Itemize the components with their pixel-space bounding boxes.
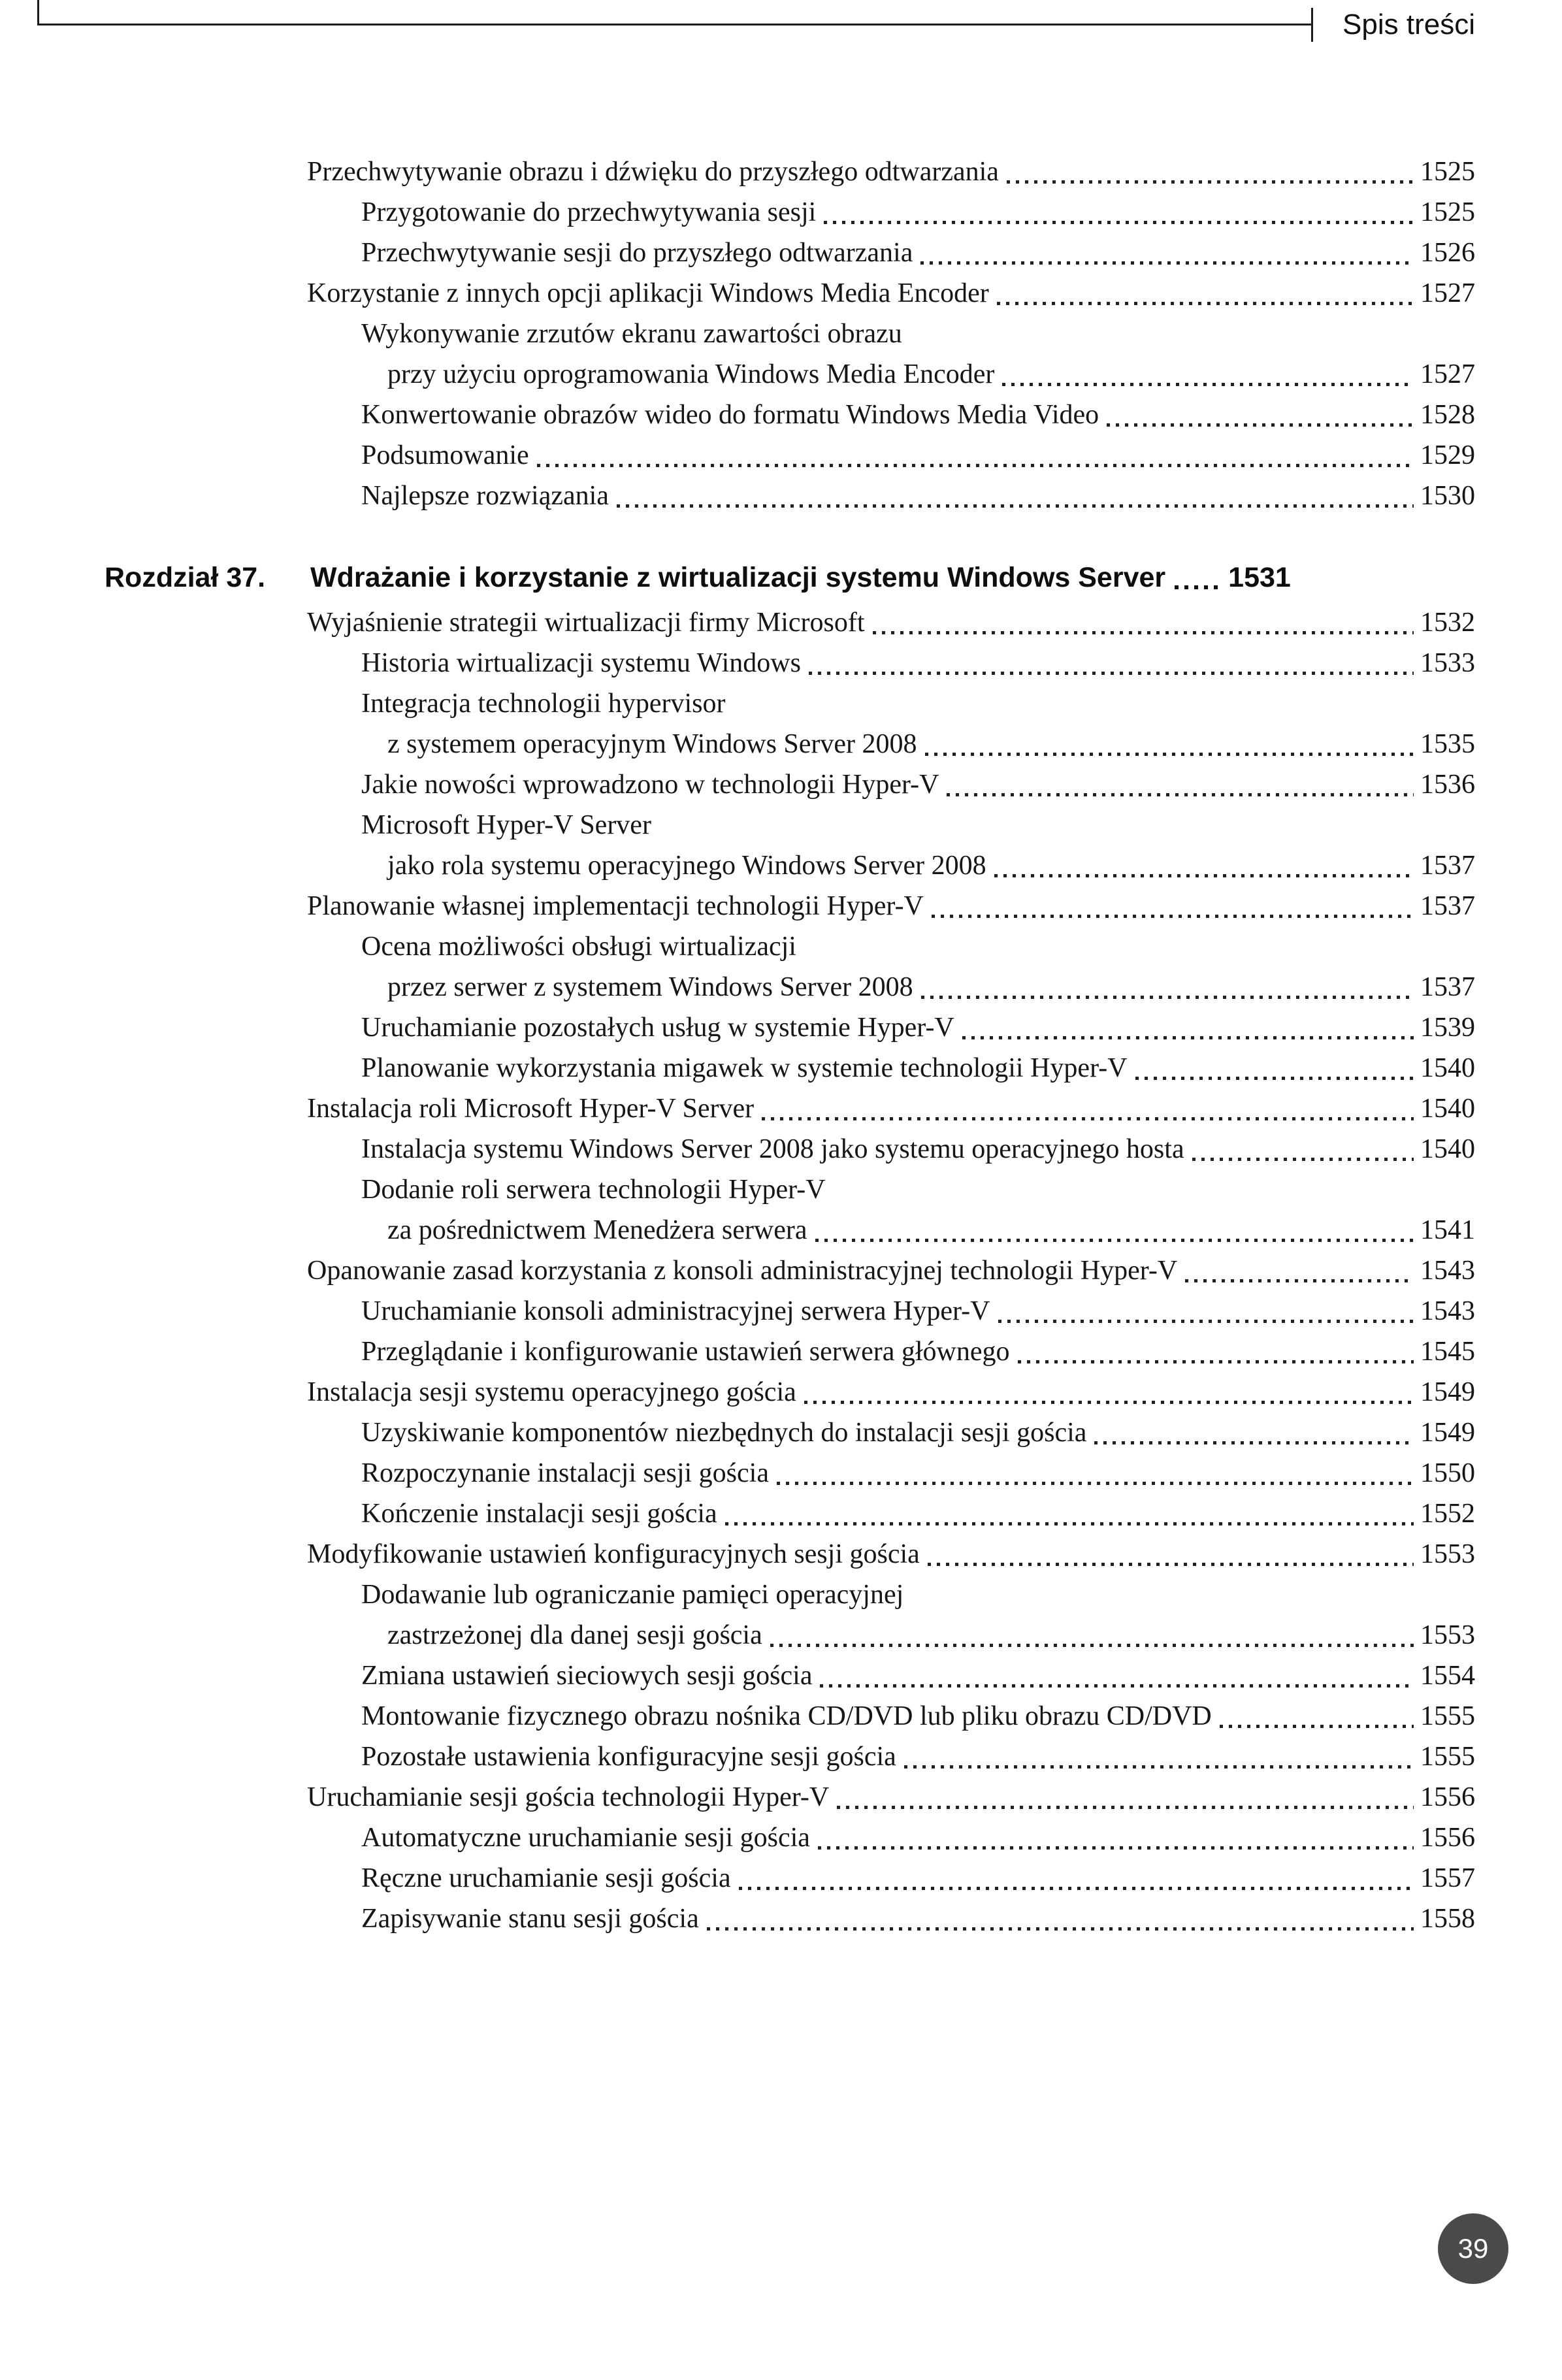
toc-entry-page-number: 1541 xyxy=(1420,1215,1475,1245)
toc-entry-page-number: 1527 xyxy=(1420,359,1475,389)
toc-entry-text: z systemem operacyjnym Windows Server 2008 xyxy=(387,729,917,759)
toc-entry-page-number: 1527 xyxy=(1420,278,1475,308)
toc-entry-text: Uruchamianie sesji gościa technologii Hyper-V xyxy=(307,1782,830,1812)
toc-entry-page-number: 1525 xyxy=(1420,197,1475,227)
toc-entry-text: Instalacja systemu Windows Server 2008 jako systemu operacyjnego hosta xyxy=(361,1134,1184,1164)
toc-entry xyxy=(105,1331,1475,1372)
toc-entry-text: zastrzeżonej dla danej sesji gościa xyxy=(387,1620,762,1650)
toc-entry xyxy=(105,1818,1475,1858)
toc-entry-page-number: 1533 xyxy=(1420,648,1475,678)
toc-entry-page-number: 1550 xyxy=(1420,1458,1475,1488)
toc-entry xyxy=(105,967,1475,1007)
toc-entry xyxy=(105,1899,1475,1939)
toc-entry xyxy=(105,1534,1475,1574)
toc-entry-text: Korzystanie z innych opcji aplikacji Windows Media Encoder xyxy=(307,278,989,308)
toc-entry xyxy=(105,1291,1475,1331)
toc-entry-page-number: 1543 xyxy=(1420,1256,1475,1286)
toc-entry-text: jako rola systemu operacyjnego Windows Server 2008 xyxy=(387,851,986,881)
dot-leader xyxy=(770,1644,1414,1647)
toc-entry-page-number: 1553 xyxy=(1420,1539,1475,1569)
toc-entry xyxy=(105,192,1475,233)
toc-entry-text: za pośrednictwem Menedżera serwera xyxy=(387,1215,807,1245)
toc-entry-page-number: 1540 xyxy=(1420,1053,1475,1083)
toc-entry-page-number: 1525 xyxy=(1420,157,1475,187)
toc-entry-text: Rozpoczynanie instalacji sesji gościa xyxy=(361,1458,769,1488)
toc-entry-text: Planowanie wykorzystania migawek w systemie technologii Hyper-V xyxy=(361,1053,1128,1083)
dot-leader xyxy=(921,996,1414,999)
toc-entry xyxy=(105,1250,1475,1291)
dot-leader xyxy=(1192,1158,1414,1161)
toc-entry xyxy=(105,435,1475,476)
toc-entry-page-number: 1553 xyxy=(1420,1620,1475,1650)
dot-leader xyxy=(947,793,1414,796)
toc-entry xyxy=(105,1493,1475,1534)
toc-entry xyxy=(105,233,1475,273)
toc-entry-page-number: 1535 xyxy=(1420,729,1475,759)
toc-entry xyxy=(105,1088,1475,1129)
dot-leader xyxy=(617,504,1414,508)
toc-entry xyxy=(105,1777,1475,1818)
toc-entry-text: Microsoft Hyper-V Server xyxy=(361,810,651,840)
toc-entry-page-number: 1556 xyxy=(1420,1782,1475,1812)
toc-entry-page-number: 1549 xyxy=(1420,1418,1475,1448)
toc-entry xyxy=(105,1696,1475,1736)
dot-leader xyxy=(1002,383,1414,386)
toc-entry-page-number: 1528 xyxy=(1420,400,1475,430)
header-divider-bar xyxy=(1311,8,1313,42)
dot-leader xyxy=(1135,1077,1414,1080)
toc-entry-page-number: 1537 xyxy=(1420,891,1475,921)
toc-entry-text: Instalacja roli Microsoft Hyper-V Server xyxy=(307,1094,755,1124)
dot-leader xyxy=(1220,1725,1414,1728)
toc-entry-page-number: 1532 xyxy=(1420,608,1475,638)
toc-entry xyxy=(105,1453,1475,1493)
toc-entry-text: Instalacja sesji systemu operacyjnego gościa xyxy=(307,1377,796,1407)
dot-leader xyxy=(1007,180,1414,184)
toc-entry-page-number: 1557 xyxy=(1420,1863,1475,1893)
toc-entry-text: Konwertowanie obrazów wideo do formatu Windows Media Video xyxy=(361,400,1099,430)
page-number-badge xyxy=(1438,2213,1508,2284)
toc-entry xyxy=(105,1007,1475,1048)
toc-entry-text: Historia wirtualizacji systemu Windows xyxy=(361,648,801,678)
toc-entry xyxy=(105,764,1475,805)
toc-entry xyxy=(105,643,1475,683)
dot-leader xyxy=(1185,1279,1414,1282)
dot-leader xyxy=(818,1846,1414,1850)
toc-entry-text: Integracja technologii hypervisor xyxy=(361,689,726,719)
toc-entry-page-number: 1526 xyxy=(1420,238,1475,268)
dot-leader xyxy=(932,915,1414,918)
chapter-title: Wdrażanie i korzystanie z wirtualizacji systemu Windows Server xyxy=(310,562,1166,593)
page-header-title: Spis treści xyxy=(1342,8,1475,41)
toc-chapter-heading xyxy=(105,557,1475,598)
dot-leader xyxy=(824,221,1414,224)
dot-leader xyxy=(873,631,1414,634)
chapter-number-label: Rozdział 37. xyxy=(105,562,266,593)
toc-entry xyxy=(105,1412,1475,1453)
toc-entry-text: Uruchamianie pozostałych usług w systemie Hyper-V xyxy=(361,1013,954,1043)
toc-entry xyxy=(105,314,1475,354)
toc-entry-text: Dodanie roli serwera technologii Hyper-V xyxy=(361,1175,826,1205)
toc-entry-page-number: 1545 xyxy=(1420,1337,1475,1367)
toc-list xyxy=(105,152,1475,1939)
toc-entry-page-number: 1554 xyxy=(1420,1661,1475,1691)
toc-entry-text: Wykonywanie zrzutów ekranu zawartości obrazu xyxy=(361,319,902,349)
toc-entry-text: Opanowanie zasad korzystania z konsoli administracyjnej technologii Hyper-V xyxy=(307,1256,1178,1286)
toc-entry-text: Montowanie fizycznego obrazu nośnika CD/DVD lub pliku obrazu CD/DVD xyxy=(361,1701,1212,1731)
toc-entry-text: Pozostałe ustawienia konfiguracyjne sesji gościa xyxy=(361,1742,896,1772)
dot-leader xyxy=(762,1117,1414,1120)
toc-entry-page-number: 1540 xyxy=(1420,1094,1475,1124)
dot-leader xyxy=(1175,585,1220,589)
toc-entry-page-number: 1556 xyxy=(1420,1823,1475,1853)
toc-entry xyxy=(105,683,1475,724)
toc-entry-text: Przechwytywanie sesji do przyszłego odtwarzania xyxy=(361,238,913,268)
toc-entry xyxy=(105,354,1475,395)
toc-entry-text: Uruchamianie konsoli administracyjnej serwera Hyper-V xyxy=(361,1296,990,1326)
toc-entry-page-number: 1537 xyxy=(1420,851,1475,881)
toc-entry-page-number: 1555 xyxy=(1420,1742,1475,1772)
toc-entry-page-number: 1540 xyxy=(1420,1134,1475,1164)
dot-leader xyxy=(904,1765,1414,1769)
header-corner-rule xyxy=(37,0,39,25)
toc-entry-text: Przeglądanie i konfigurowanie ustawień serwera głównego xyxy=(361,1337,1010,1367)
toc-entry-page-number: 1537 xyxy=(1420,972,1475,1002)
toc-entry xyxy=(105,1210,1475,1250)
toc-entry-text: Jakie nowości wprowadzono w technologii Hyper-V xyxy=(361,770,939,800)
toc-entry-page-number: 1558 xyxy=(1420,1904,1475,1934)
dot-leader xyxy=(920,261,1414,265)
toc-entry-text: Uzyskiwanie komponentów niezbędnych do instalacji sesji gościa xyxy=(361,1418,1087,1448)
toc-entry-text: przy użyciu oprogramowania Windows Media Encoder xyxy=(387,359,995,389)
toc-entry xyxy=(105,805,1475,845)
dot-leader xyxy=(1094,1441,1414,1444)
toc-entry-text: Kończenie instalacji sesji gościa xyxy=(361,1499,717,1529)
dot-leader xyxy=(1107,423,1414,427)
toc-entry xyxy=(105,152,1475,192)
toc-entry-page-number: 1549 xyxy=(1420,1377,1475,1407)
toc-entry-text: Wyjaśnienie strategii wirtualizacji firmy Microsoft xyxy=(307,608,865,638)
toc-entry-page-number: 1552 xyxy=(1420,1499,1475,1529)
toc-entry xyxy=(105,845,1475,886)
toc-entry-text: Modyfikowanie ustawień konfiguracyjnych sesji gościa xyxy=(307,1539,920,1569)
toc-entry-page-number: 1536 xyxy=(1420,770,1475,800)
toc-entry xyxy=(105,1169,1475,1210)
toc-entry-page-number: 1539 xyxy=(1420,1013,1475,1043)
toc-entry-text: Zmiana ustawień sieciowych sesji gościa xyxy=(361,1661,813,1691)
dot-leader xyxy=(997,302,1414,305)
toc-entry xyxy=(105,1574,1475,1615)
toc-entry-text: Zapisywanie stanu sesji gościa xyxy=(361,1904,699,1934)
toc-entry-text: Ocena możliwości obsługi wirtualizacji xyxy=(361,932,796,962)
dot-leader xyxy=(777,1482,1414,1485)
toc-entry-text: Najlepsze rozwiązania xyxy=(361,481,609,511)
toc-entry-page-number: 1555 xyxy=(1420,1701,1475,1731)
toc-entry xyxy=(105,395,1475,435)
toc-entry xyxy=(105,273,1475,314)
dot-leader xyxy=(739,1887,1414,1890)
dot-leader xyxy=(994,874,1414,877)
toc-entry-text: Dodawanie lub ograniczanie pamięci operacyjnej xyxy=(361,1580,904,1610)
toc-entry xyxy=(105,1655,1475,1696)
dot-leader xyxy=(1018,1360,1414,1363)
toc-entry xyxy=(105,724,1475,764)
toc-entry xyxy=(105,476,1475,516)
toc-entry xyxy=(105,1858,1475,1899)
toc-entry xyxy=(105,1048,1475,1088)
toc-entry-page-number: 1543 xyxy=(1420,1296,1475,1326)
page-number: 39 xyxy=(1457,2233,1489,2264)
toc-entry-text: Podsumowanie xyxy=(361,440,529,470)
toc-entry xyxy=(105,926,1475,967)
dot-leader xyxy=(707,1927,1414,1931)
dot-leader xyxy=(809,672,1414,675)
toc-entry xyxy=(105,1615,1475,1655)
toc-entry-page-number: 1530 xyxy=(1420,481,1475,511)
toc-entry-text: Ręczne uruchamianie sesji gościa xyxy=(361,1863,731,1893)
toc-entry-text: Automatyczne uruchamianie sesji gościa xyxy=(361,1823,810,1853)
toc-entry-text: Przygotowanie do przechwytywania sesji xyxy=(361,197,817,227)
toc-entry-text: przez serwer z systemem Windows Server 2008 xyxy=(387,972,913,1002)
dot-leader xyxy=(998,1320,1414,1323)
toc-entry-text: Planowanie własnej implementacji technologii Hyper-V xyxy=(307,891,924,921)
dot-leader xyxy=(820,1684,1414,1687)
toc-entry xyxy=(105,1129,1475,1169)
dot-leader xyxy=(925,753,1414,756)
dot-leader xyxy=(804,1401,1414,1404)
toc-entry xyxy=(105,602,1475,643)
dot-leader xyxy=(837,1806,1414,1809)
toc-entry xyxy=(105,1736,1475,1777)
chapter-page-number: 1531 xyxy=(1228,562,1291,593)
dot-leader xyxy=(537,464,1414,467)
toc-entry-page-number: 1529 xyxy=(1420,440,1475,470)
toc-entry xyxy=(105,886,1475,926)
dot-leader xyxy=(815,1239,1414,1242)
dot-leader xyxy=(962,1036,1414,1039)
header-rule xyxy=(37,24,1311,25)
toc-entry-text: Przechwytywanie obrazu i dźwięku do przyszłego odtwarzania xyxy=(307,157,999,187)
dot-leader xyxy=(725,1522,1414,1525)
toc-entry xyxy=(105,1372,1475,1412)
dot-leader xyxy=(928,1563,1414,1566)
